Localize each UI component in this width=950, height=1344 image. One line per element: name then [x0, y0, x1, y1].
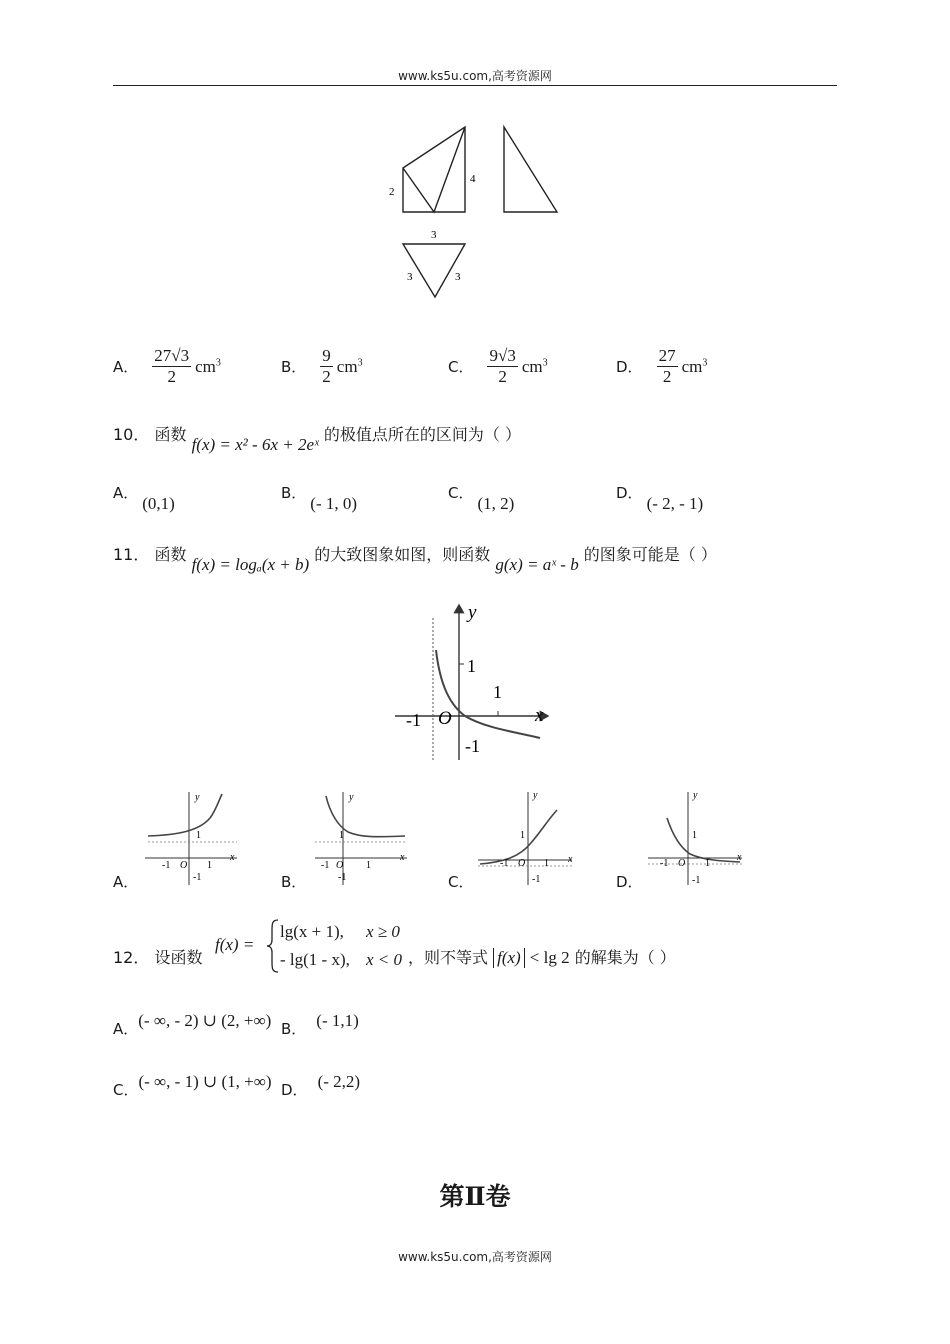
option-label: C．	[113, 1081, 139, 1099]
q12-prefix: 设函数	[154, 948, 203, 967]
q12-number-prefix	[113, 945, 202, 968]
q10-prefix: 函数	[154, 425, 187, 444]
q10-formula: f(x) = x² - 6x + 2eˣ	[191, 435, 319, 454]
tick-one-y: 1	[339, 830, 344, 841]
origin-label: O	[180, 860, 188, 871]
option-label: A．	[113, 358, 139, 376]
tick-one-y: 1	[520, 830, 525, 841]
tick-neg-one-y: -1	[338, 872, 347, 883]
y-axis-label: y	[693, 790, 698, 801]
q9-a-denominator: 2	[167, 367, 176, 386]
q10-d-value: (- 2, - 1)	[646, 494, 704, 513]
q12-c-value: (- ∞, - 1) ∪ (1, +∞)	[138, 1072, 272, 1091]
q12-stem-rest	[408, 945, 676, 968]
side-view-triangle	[504, 127, 557, 212]
q12-b-value: (- 1,1)	[316, 1011, 359, 1030]
q9-a-numerator: 27√3	[154, 346, 190, 365]
tick-neg-one-x: -1	[500, 858, 509, 869]
page-footer: www.ks5u.com,高考资源网	[398, 1250, 552, 1264]
q10-option-c[interactable]	[448, 482, 515, 513]
q12-option-d[interactable]	[281, 1071, 361, 1099]
q9-c-exp: 3	[542, 356, 548, 368]
q12-ineq-rhs: < lg 2	[529, 948, 570, 967]
tick-y-neg-one: -1	[465, 736, 480, 756]
tick-neg-one-y: -1	[193, 872, 202, 883]
option-label: D．	[616, 484, 643, 502]
option-c-graph[interactable]	[475, 788, 575, 888]
q12-case2: - lg(1 - x),	[280, 950, 350, 969]
q9-d-exp: 3	[702, 356, 708, 368]
q10-b-value: (- 1, 0)	[310, 494, 358, 513]
option-label: D．	[281, 1081, 308, 1099]
option-label: B．	[281, 1020, 307, 1038]
option-label: B．	[281, 484, 307, 502]
curve	[480, 810, 557, 864]
q11-stem	[113, 542, 717, 574]
tick-x-one: 1	[493, 682, 502, 702]
q11-middle: 的大致图象如图，则函数	[314, 545, 491, 564]
q9-d-unit: cm	[681, 356, 703, 376]
tick-one-x: 1	[705, 858, 710, 869]
q9-option-c[interactable]	[448, 346, 548, 387]
tick-one-x: 1	[544, 858, 549, 869]
q10-stem	[113, 422, 521, 454]
question-number: 11．	[113, 545, 150, 564]
y-axis-label: y	[195, 792, 200, 803]
tick-y-one: 1	[467, 656, 476, 676]
q12-middle: ，则不等式	[408, 948, 489, 967]
q11-suffix: 的图象可能是（ ）	[583, 545, 717, 564]
tick-neg-one-x: -1	[321, 860, 330, 871]
option-label: D．	[616, 358, 643, 376]
y-axis-label: y	[349, 792, 354, 803]
tick-one-x: 1	[366, 860, 371, 871]
q9-c-denominator: 2	[498, 367, 507, 386]
q9-option-d[interactable]	[616, 346, 707, 387]
q9-b-denominator: 2	[322, 367, 331, 386]
q9-b-numerator: 9	[322, 346, 331, 365]
option-label: A．	[113, 1020, 139, 1038]
q12-d-value: (- 2,2)	[317, 1072, 361, 1091]
q9-option-b[interactable]	[281, 346, 363, 387]
q11-option-b-label[interactable]: B．	[281, 873, 307, 891]
tick-x-neg-one: -1	[406, 710, 421, 730]
q9-b-exp: 3	[357, 356, 363, 368]
q10-option-d[interactable]	[616, 482, 704, 513]
section-title: 第Ⅱ卷	[439, 1182, 511, 1211]
q9-d-numerator: 27	[658, 346, 676, 365]
y-axis-label: y	[468, 602, 477, 623]
label-top-left-edge: 3	[407, 271, 413, 283]
label-front-height: 2	[389, 186, 395, 198]
piecewise-brace	[266, 918, 280, 974]
q11-option-c-label[interactable]: C．	[448, 873, 474, 891]
q12-suffix: 的解集为（ ）	[574, 948, 676, 967]
header-rule	[113, 85, 837, 86]
y-axis-label: y	[533, 790, 538, 801]
q12-option-c[interactable]	[113, 1071, 272, 1099]
label-top-right-edge: 3	[455, 271, 461, 283]
option-a-graph[interactable]	[140, 788, 240, 888]
option-label: C．	[448, 484, 474, 502]
three-view-figure	[380, 120, 580, 305]
front-view-outline	[403, 127, 465, 212]
q12-abs-f: f(x)	[493, 948, 525, 968]
question-number: 10．	[113, 425, 150, 444]
q12-option-b[interactable]	[281, 1010, 359, 1038]
q9-a-exp: 3	[215, 356, 221, 368]
q11-formula-f: f(x) = logₐ(x + b)	[191, 555, 310, 574]
origin-label: O	[336, 860, 344, 871]
option-label: A．	[113, 484, 139, 502]
x-axis-label: x	[535, 705, 544, 726]
x-axis-label: x	[568, 854, 573, 865]
q12-option-a[interactable]	[113, 1010, 272, 1038]
q10-a-value: (0,1)	[142, 494, 175, 513]
origin-label: O	[678, 858, 686, 869]
tick-one-y: 1	[692, 830, 697, 841]
option-label: B．	[281, 358, 307, 376]
tick-one-y: 1	[196, 830, 201, 841]
q11-formula-g: g(x) = aˣ - b	[495, 555, 579, 574]
curve	[148, 794, 222, 836]
q9-b-unit: cm	[336, 356, 358, 376]
q12-f-head: f(x) =	[215, 935, 255, 954]
q9-c-unit: cm	[521, 356, 543, 376]
tick-neg-one-x: -1	[660, 858, 669, 869]
q11-option-a-label[interactable]: A．	[113, 873, 139, 891]
q12-a-value: (- ∞, - 2) ∪ (2, +∞)	[138, 1011, 272, 1030]
q10-option-b[interactable]	[281, 482, 358, 513]
q9-option-a[interactable]	[113, 346, 221, 387]
tick-one-x: 1	[207, 860, 212, 871]
x-axis-label: x	[737, 852, 742, 863]
x-axis-label: x	[230, 852, 235, 863]
tick-neg-one-y: -1	[692, 875, 701, 886]
q11-option-d-label[interactable]: D．	[616, 873, 643, 891]
option-d-graph[interactable]	[645, 788, 745, 888]
page-header: www.ks5u.com,高考资源网	[398, 69, 552, 83]
tick-neg-one-y: -1	[532, 874, 541, 885]
curve	[667, 818, 740, 862]
label-side-height: 4	[470, 173, 476, 185]
q10-option-a[interactable]	[113, 482, 175, 513]
tick-neg-one-x: -1	[162, 860, 171, 871]
q12-case1: lg(x + 1),	[280, 922, 344, 941]
q9-c-numerator: 9√3	[489, 346, 516, 365]
x-axis-label: x	[400, 852, 405, 863]
q10-suffix: 的极值点所在的区间为（ ）	[323, 425, 521, 444]
q11-prefix: 函数	[154, 545, 187, 564]
origin-label: O	[438, 708, 452, 729]
question-number: 12．	[113, 948, 150, 967]
q9-d-denominator: 2	[662, 367, 672, 386]
label-top-width: 3	[431, 229, 437, 241]
q10-c-value: (1, 2)	[477, 494, 515, 513]
curve	[326, 796, 405, 837]
q9-a-unit: cm	[195, 356, 216, 376]
q12-cond1: x ≥ 0	[366, 922, 400, 941]
front-view-inner-lines	[403, 127, 465, 212]
log-function-graph	[390, 600, 555, 768]
origin-label: O	[518, 858, 526, 869]
option-label: C．	[448, 358, 474, 376]
q12-cond2: x < 0	[366, 950, 403, 969]
option-b-graph[interactable]	[310, 788, 410, 888]
